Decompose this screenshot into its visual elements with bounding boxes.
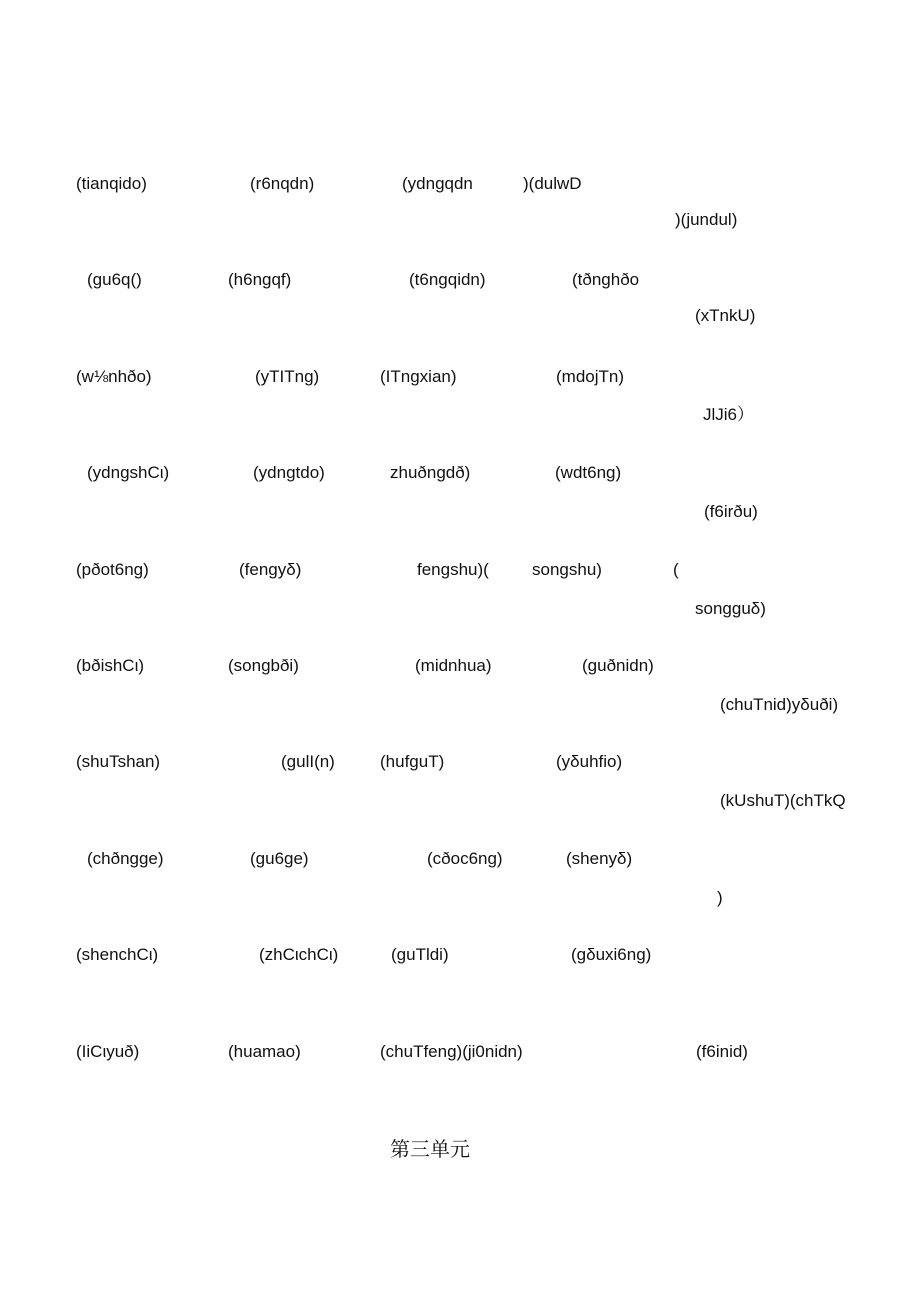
pinyin-entry: (yTITng) bbox=[255, 367, 320, 386]
pinyin-entry: (bðishCι) bbox=[76, 656, 145, 675]
pinyin-subline: songguδ) bbox=[695, 599, 766, 618]
pinyin-entry: (chðngge) bbox=[87, 849, 164, 868]
pinyin-entry: (wdt6ng) bbox=[555, 463, 622, 482]
pinyin-entry: )(dulwD bbox=[523, 174, 582, 193]
pinyin-entry: (fengyδ) bbox=[239, 560, 302, 579]
pinyin-entry: (guðnidn) bbox=[582, 656, 654, 675]
pinyin-subline: (f6irðu) bbox=[704, 502, 758, 521]
pinyin-entry: ( bbox=[673, 560, 679, 579]
pinyin-subline: (chuTnid)yδuði) bbox=[720, 695, 839, 714]
pinyin-entry: (yδuhfio) bbox=[556, 752, 623, 771]
pinyin-entry: (w⅛nhðo) bbox=[76, 367, 152, 386]
pinyin-entry: (gu6ge) bbox=[250, 849, 309, 868]
pinyin-entry: (IiCιyuð) bbox=[76, 1042, 140, 1061]
pinyin-entry: (chuTfeng)(ji0nidn) bbox=[380, 1042, 523, 1061]
pinyin-entry: (gδuxi6ng) bbox=[571, 945, 652, 964]
pinyin-subline: (xTnkU) bbox=[695, 306, 756, 325]
pinyin-entry: fengshu)( bbox=[417, 560, 489, 579]
pinyin-entry: (huamao) bbox=[228, 1042, 301, 1061]
pinyin-entry: (ydngqdn bbox=[402, 174, 473, 193]
pinyin-entry: (ydngshCι) bbox=[87, 463, 170, 482]
pinyin-entry: (shuTshan) bbox=[76, 752, 161, 771]
pinyin-entry: zhuðngdð) bbox=[390, 463, 471, 482]
pinyin-subline: )(jundul) bbox=[675, 210, 738, 229]
pinyin-entry: (shenyδ) bbox=[566, 849, 633, 868]
pinyin-entry: (cðoc6ng) bbox=[427, 849, 503, 868]
pinyin-entry: (zhCιchCι) bbox=[259, 945, 339, 964]
pinyin-entry: (pðot6ng) bbox=[76, 560, 149, 579]
pinyin-subline: JlJi6） bbox=[703, 405, 755, 424]
pinyin-entry: (r6nqdn) bbox=[250, 174, 315, 193]
pinyin-entry: (gulI(n) bbox=[281, 752, 335, 771]
pinyin-entry: (tðnghðo bbox=[572, 270, 640, 289]
pinyin-entry: (f6inid) bbox=[696, 1042, 748, 1061]
pinyin-subline: (kUshuT)(chTkQ bbox=[720, 791, 846, 810]
pinyin-entry: (hufguT) bbox=[380, 752, 445, 771]
pinyin-entry: (tianqido) bbox=[76, 174, 147, 193]
pinyin-entry: (songbði) bbox=[228, 656, 299, 675]
pinyin-entry: (gu6q() bbox=[87, 270, 142, 289]
pinyin-entry: (mdojTn) bbox=[556, 367, 625, 386]
pinyin-entry: (ITngxian) bbox=[380, 367, 457, 386]
pinyin-entry: (ydngtdo) bbox=[253, 463, 325, 482]
pinyin-entry: (shenchCι) bbox=[76, 945, 159, 964]
pinyin-entry: (midnhua) bbox=[415, 656, 492, 675]
pinyin-entry: (guTldi) bbox=[391, 945, 449, 964]
pinyin-entry: (t6ngqidn) bbox=[409, 270, 486, 289]
pinyin-entry: songshu) bbox=[532, 560, 602, 579]
unit-heading: 第三单元 bbox=[390, 1137, 470, 1161]
pinyin-subline: ) bbox=[717, 888, 723, 907]
pinyin-entry: (h6ngqf) bbox=[228, 270, 292, 289]
